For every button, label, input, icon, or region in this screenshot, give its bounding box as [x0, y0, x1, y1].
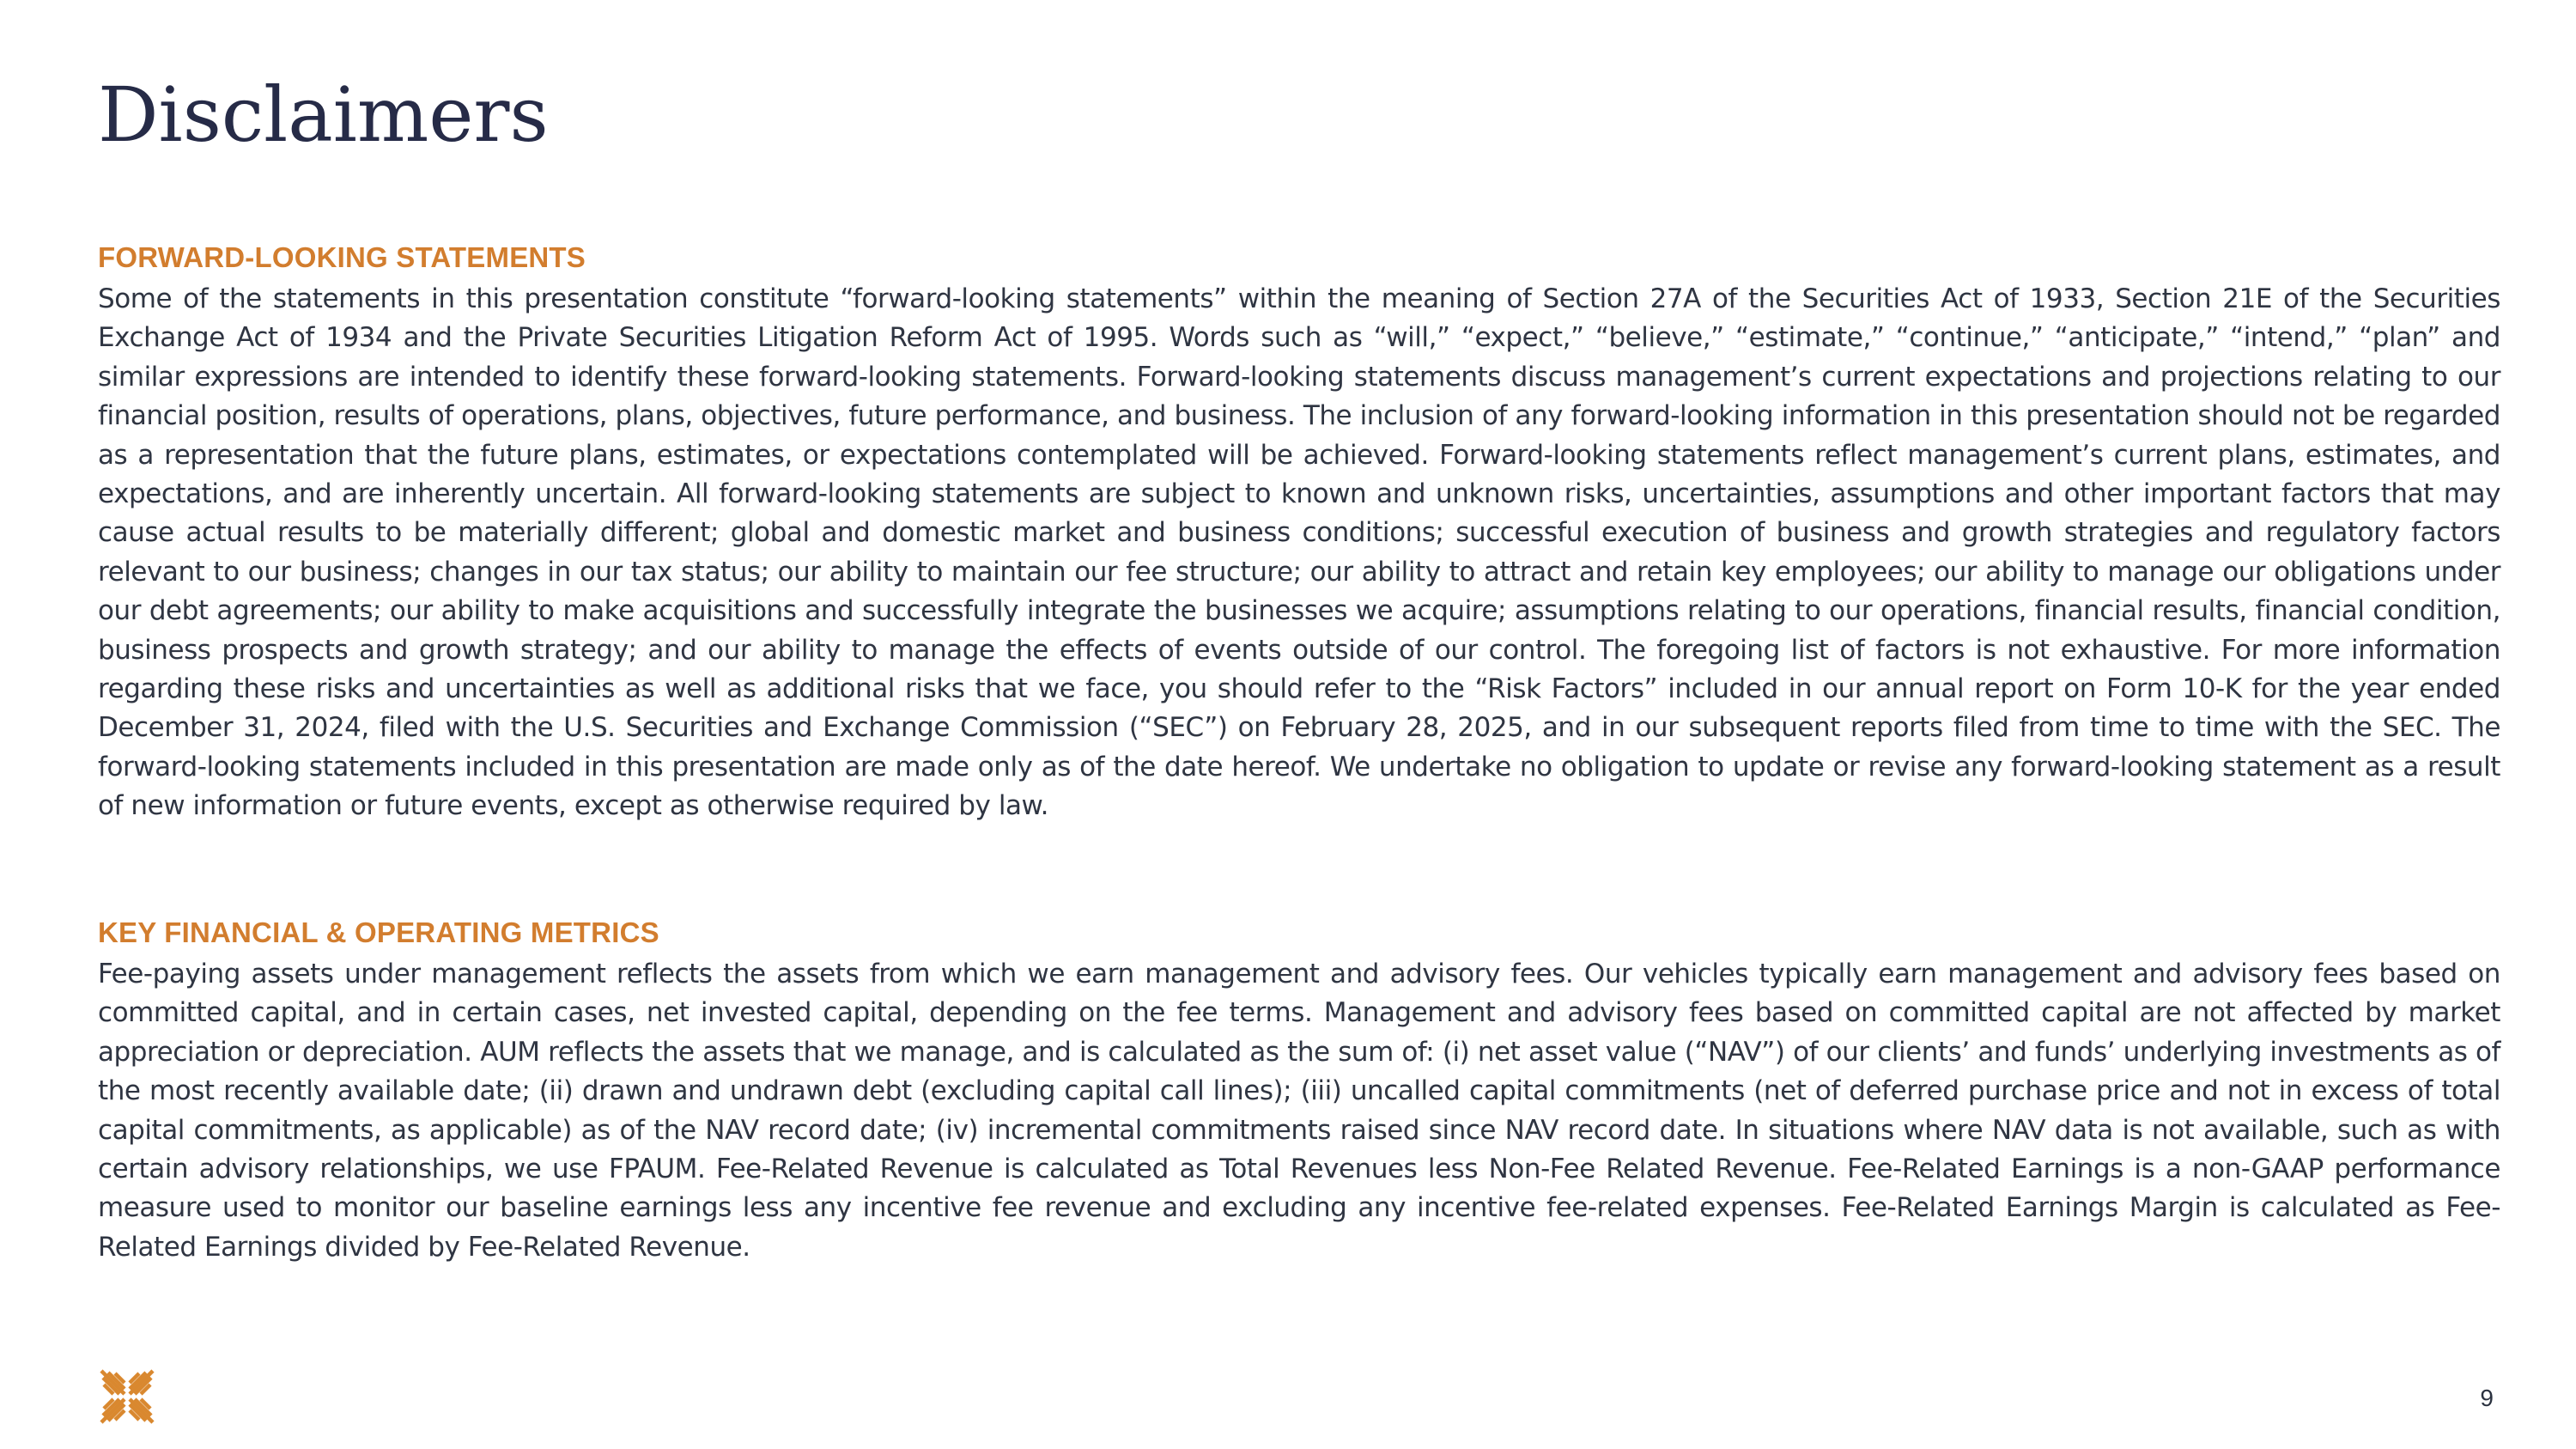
forward-looking-body: Some of the statements in this presentation constitute “forward-looking statements” within the meaning of Section 27A of the Securities Act of 1933, Section 21E of the Securities Exchange Act of 1934 and the Private Securities Litigation Reform Act of 1995. Words such as “will,” “expect,” “believe,” “estimate,” “continue,” “anticipate,” “intend,” “plan” and similar expressions are intended to identify these forward-looking statements. Forward-looking statements discuss management’s current expectations and projections relating to our financial position, results of operations, plans, objectives, future performance, and business. The inclusion of any forward-looking information in this presentation should not be regarded as a representation that the future plans, estimates, or expectations contemplated will be achieved. Forward-looking statements reflect management’s current plans, estimates, and expectations, and are inherently uncertain. All forward-looking statements are subject to known and unknown risks, uncertainties, assumptions and other important factors that may cause actual results to be materially different; global and domestic market and business conditions; successful execution of business and growth strategies and regulatory factors relevant to our business; changes in our tax status; our ability to maintain our fee structure; our ability to attract and retain key employees; our ability to manage our obligations under our debt agreements; our ability to make acquisitions and successfully integrate the businesses we acquire; assumptions relating to our operations, financial results, financial condition, business prospects and growth strategy; and our ability to manage the effects of events outside of our control. The foregoing list of factors is not exhaustive. For more information regarding these risks and uncertainties as well as additional risks that we face, you should refer to the “Risk Factors” included in our annual report on Form 10-K for the year ended December 31, 2024, filed with the U.S. Securities and Exchange Commission (“SEC”) on February 28, 2025, and in our subsequent reports filed from time to time with the SEC. The forward-looking statements included in this presentation are made only as of the date hereof. We undertake no obligation to update or revise any forward-looking statement as a result of new information or future events, except as otherwise required by law. [98, 283, 2500, 822]
page-number: 9 [2480, 1385, 2494, 1411]
forward-looking-statements-section [98, 240, 2500, 826]
page-title: Disclaimers [98, 70, 549, 159]
key-metrics-body: Fee-paying assets under management reflects the assets from which we earn management and advisory fees. Our vehicles typically earn management and advisory fees based on committed capital, and in certain cases, net invested capital, depending on the fee terms. Management and advisory fees based on committed capital are not affected by market appreciation or depreciation. AUM reflects the assets that we manage, and is calculated as the sum of: (i) net asset value (“NAV”) of our clients’ and funds’ underlying investments as of the most recently available date; (ii) drawn and undrawn debt (excluding capital call lines); (iii) uncalled capital commitments (net of deferred purchase price and not in excess of total capital commitments, as applicable) as of the NAV record date; (iv) incremental commitments raised since NAV record date. In situations where NAV data is not available, such as with certain advisory relationships, we use FPAUM. Fee-Related Revenue is calculated as Total Revenues less Non-Fee Related Revenue. Fee-Related Earnings is a non-GAAP performance measure used to monitor our baseline earnings less any incentive fee revenue and excluding any incentive fee-related expenses. Fee-Related Earnings Margin is calculated as Fee-Related Earnings divided by Fee-Related Revenue. [98, 959, 2500, 1263]
logo-svg [96, 1366, 158, 1428]
starburst-logo-icon [96, 1366, 158, 1428]
key-metrics-heading: KEY FINANCIAL & OPERATING METRICS [98, 916, 659, 948]
key-metrics-section [98, 916, 2500, 1267]
forward-looking-heading: FORWARD-LOOKING STATEMENTS [98, 241, 586, 273]
